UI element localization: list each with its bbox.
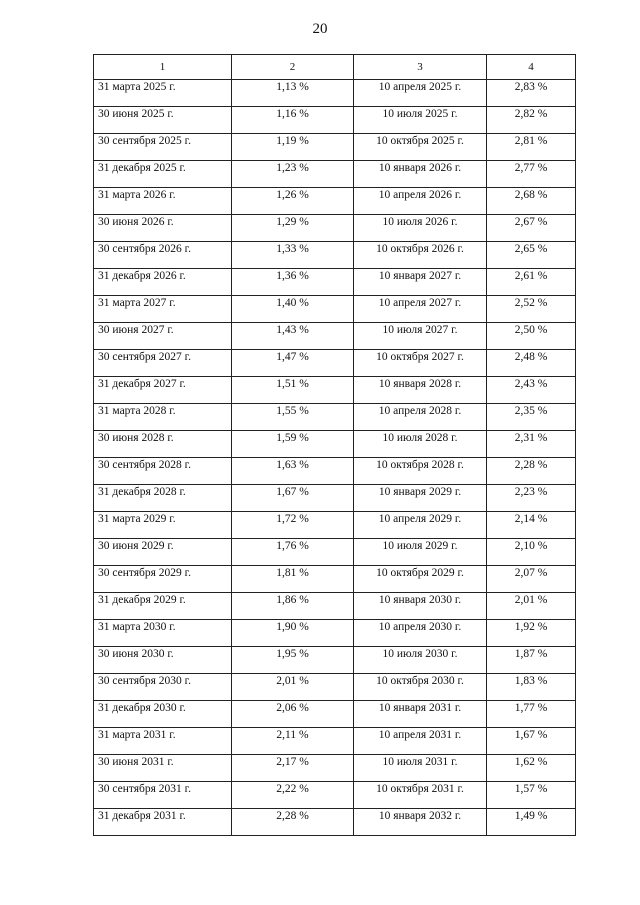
- percent-cell: 2,50 %: [487, 323, 576, 350]
- payment-date-cell: 10 апреля 2029 г.: [354, 512, 487, 539]
- percent-cell: 2,01 %: [487, 593, 576, 620]
- payment-date-cell: 10 июля 2028 г.: [354, 431, 487, 458]
- rate-cell: 1,47 %: [232, 350, 354, 377]
- table-row: [94, 269, 576, 296]
- period-end-date-cell: 30 июня 2030 г.: [94, 647, 232, 674]
- table-row: [94, 458, 576, 485]
- rate-cell: 1,16 %: [232, 107, 354, 134]
- page-number: 20: [312, 21, 328, 37]
- rate-cell: 1,29 %: [232, 215, 354, 242]
- rate-cell: 1,23 %: [232, 161, 354, 188]
- payment-date-cell: 10 июля 2027 г.: [354, 323, 487, 350]
- rate-cell: 1,81 %: [232, 566, 354, 593]
- percent-cell: 2,48 %: [487, 350, 576, 377]
- table-row: [94, 134, 576, 161]
- rate-cell: 2,28 %: [232, 809, 354, 836]
- period-end-date-cell: 30 сентября 2028 г.: [94, 458, 232, 485]
- header-row: [94, 55, 576, 80]
- period-end-date-cell: 30 сентября 2030 г.: [94, 674, 232, 701]
- table-row: [94, 809, 576, 836]
- table-row: [94, 647, 576, 674]
- table-header: [94, 55, 576, 80]
- percent-cell: 2,77 %: [487, 161, 576, 188]
- percent-cell: 2,28 %: [487, 458, 576, 485]
- period-end-date-cell: 31 марта 2029 г.: [94, 512, 232, 539]
- rate-cell: 1,55 %: [232, 404, 354, 431]
- percent-cell: 1,92 %: [487, 620, 576, 647]
- payment-date-cell: 10 июля 2025 г.: [354, 107, 487, 134]
- table-row: [94, 512, 576, 539]
- percent-cell: 2,23 %: [487, 485, 576, 512]
- column-header-2: 2: [232, 55, 354, 80]
- payment-date-cell: 10 октября 2029 г.: [354, 566, 487, 593]
- table-row: [94, 350, 576, 377]
- payment-date-cell: 10 июля 2029 г.: [354, 539, 487, 566]
- period-end-date-cell: 31 марта 2028 г.: [94, 404, 232, 431]
- payment-date-cell: 10 июля 2026 г.: [354, 215, 487, 242]
- percent-cell: 2,07 %: [487, 566, 576, 593]
- payment-date-cell: 10 октября 2027 г.: [354, 350, 487, 377]
- table-row: [94, 728, 576, 755]
- percent-cell: 2,82 %: [487, 107, 576, 134]
- column-header-4: 4: [487, 55, 576, 80]
- period-end-date-cell: 31 декабря 2030 г.: [94, 701, 232, 728]
- percent-cell: 2,67 %: [487, 215, 576, 242]
- table-row: [94, 782, 576, 809]
- table-row: [94, 215, 576, 242]
- table-row: [94, 674, 576, 701]
- payment-date-cell: 10 апреля 2026 г.: [354, 188, 487, 215]
- period-end-date-cell: 31 марта 2025 г.: [94, 80, 232, 107]
- rate-cell: 1,19 %: [232, 134, 354, 161]
- payment-date-cell: 10 октября 2028 г.: [354, 458, 487, 485]
- rate-cell: 1,40 %: [232, 296, 354, 323]
- rate-cell: 1,76 %: [232, 539, 354, 566]
- payment-date-cell: 10 января 2026 г.: [354, 161, 487, 188]
- payment-date-cell: 10 июля 2031 г.: [354, 755, 487, 782]
- period-end-date-cell: 31 марта 2026 г.: [94, 188, 232, 215]
- payment-date-cell: 10 октября 2030 г.: [354, 674, 487, 701]
- rate-cell: 1,95 %: [232, 647, 354, 674]
- table-row: [94, 107, 576, 134]
- period-end-date-cell: 31 декабря 2026 г.: [94, 269, 232, 296]
- percent-cell: 2,61 %: [487, 269, 576, 296]
- period-end-date-cell: 31 марта 2031 г.: [94, 728, 232, 755]
- period-end-date-cell: 30 сентября 2031 г.: [94, 782, 232, 809]
- period-end-date-cell: 30 июня 2025 г.: [94, 107, 232, 134]
- table-row: [94, 161, 576, 188]
- payment-date-cell: 10 апреля 2030 г.: [354, 620, 487, 647]
- rate-cell: 2,01 %: [232, 674, 354, 701]
- payment-date-cell: 10 января 2029 г.: [354, 485, 487, 512]
- percent-cell: 1,62 %: [487, 755, 576, 782]
- table-row: [94, 80, 576, 107]
- payment-date-cell: 10 июля 2030 г.: [354, 647, 487, 674]
- table-row: [94, 593, 576, 620]
- payment-date-cell: 10 октября 2025 г.: [354, 134, 487, 161]
- payment-date-cell: 10 января 2031 г.: [354, 701, 487, 728]
- percent-cell: 2,14 %: [487, 512, 576, 539]
- payment-date-cell: 10 октября 2026 г.: [354, 242, 487, 269]
- period-end-date-cell: 30 сентября 2026 г.: [94, 242, 232, 269]
- table-row: [94, 701, 576, 728]
- percent-cell: 2,10 %: [487, 539, 576, 566]
- schedule-table: [93, 54, 576, 836]
- rate-cell: 1,51 %: [232, 377, 354, 404]
- rate-cell: 1,67 %: [232, 485, 354, 512]
- period-end-date-cell: 30 июня 2027 г.: [94, 323, 232, 350]
- rate-cell: 2,17 %: [232, 755, 354, 782]
- percent-cell: 2,65 %: [487, 242, 576, 269]
- rate-cell: 1,59 %: [232, 431, 354, 458]
- percent-cell: 2,81 %: [487, 134, 576, 161]
- table-row: [94, 323, 576, 350]
- payment-date-cell: 10 апреля 2027 г.: [354, 296, 487, 323]
- period-end-date-cell: 30 июня 2031 г.: [94, 755, 232, 782]
- rate-cell: 1,63 %: [232, 458, 354, 485]
- period-end-date-cell: 30 сентября 2029 г.: [94, 566, 232, 593]
- table-row: [94, 242, 576, 269]
- period-end-date-cell: 30 июня 2026 г.: [94, 215, 232, 242]
- rate-cell: 1,72 %: [232, 512, 354, 539]
- percent-cell: 2,31 %: [487, 431, 576, 458]
- payment-date-cell: 10 апреля 2031 г.: [354, 728, 487, 755]
- table-body: [94, 80, 576, 836]
- percent-cell: 2,35 %: [487, 404, 576, 431]
- rate-cell: 1,33 %: [232, 242, 354, 269]
- payment-date-cell: 10 января 2032 г.: [354, 809, 487, 836]
- period-end-date-cell: 30 июня 2029 г.: [94, 539, 232, 566]
- payment-date-cell: 10 января 2030 г.: [354, 593, 487, 620]
- rate-cell: 2,06 %: [232, 701, 354, 728]
- payment-date-cell: 10 октября 2031 г.: [354, 782, 487, 809]
- percent-cell: 1,83 %: [487, 674, 576, 701]
- column-header-3: 3: [354, 55, 487, 80]
- period-end-date-cell: 31 марта 2027 г.: [94, 296, 232, 323]
- table-row: [94, 566, 576, 593]
- table-row: [94, 755, 576, 782]
- payment-date-cell: 10 января 2028 г.: [354, 377, 487, 404]
- table-row: [94, 485, 576, 512]
- percent-cell: 1,67 %: [487, 728, 576, 755]
- percent-cell: 1,57 %: [487, 782, 576, 809]
- table-row: [94, 431, 576, 458]
- table-row: [94, 539, 576, 566]
- period-end-date-cell: 31 декабря 2028 г.: [94, 485, 232, 512]
- rate-cell: 2,22 %: [232, 782, 354, 809]
- payment-date-cell: 10 апреля 2025 г.: [354, 80, 487, 107]
- period-end-date-cell: 31 марта 2030 г.: [94, 620, 232, 647]
- payment-date-cell: 10 января 2027 г.: [354, 269, 487, 296]
- period-end-date-cell: 31 декабря 2027 г.: [94, 377, 232, 404]
- rate-cell: 1,86 %: [232, 593, 354, 620]
- period-end-date-cell: 30 июня 2028 г.: [94, 431, 232, 458]
- rate-cell: 1,36 %: [232, 269, 354, 296]
- rate-cell: 1,90 %: [232, 620, 354, 647]
- table-row: [94, 188, 576, 215]
- period-end-date-cell: 31 декабря 2031 г.: [94, 809, 232, 836]
- percent-cell: 2,83 %: [487, 80, 576, 107]
- table-row: [94, 620, 576, 647]
- table-row: [94, 377, 576, 404]
- percent-cell: 2,52 %: [487, 296, 576, 323]
- rate-cell: 2,11 %: [232, 728, 354, 755]
- payment-date-cell: 10 апреля 2028 г.: [354, 404, 487, 431]
- rate-cell: 1,13 %: [232, 80, 354, 107]
- percent-cell: 2,68 %: [487, 188, 576, 215]
- period-end-date-cell: 31 декабря 2029 г.: [94, 593, 232, 620]
- percent-cell: 2,43 %: [487, 377, 576, 404]
- percent-cell: 1,87 %: [487, 647, 576, 674]
- period-end-date-cell: 30 сентября 2027 г.: [94, 350, 232, 377]
- period-end-date-cell: 31 декабря 2025 г.: [94, 161, 232, 188]
- rate-cell: 1,43 %: [232, 323, 354, 350]
- column-header-1: 1: [94, 55, 232, 80]
- period-end-date-cell: 30 сентября 2025 г.: [94, 134, 232, 161]
- table-row: [94, 296, 576, 323]
- table-row: [94, 404, 576, 431]
- rate-cell: 1,26 %: [232, 188, 354, 215]
- percent-cell: 1,77 %: [487, 701, 576, 728]
- percent-cell: 1,49 %: [487, 809, 576, 836]
